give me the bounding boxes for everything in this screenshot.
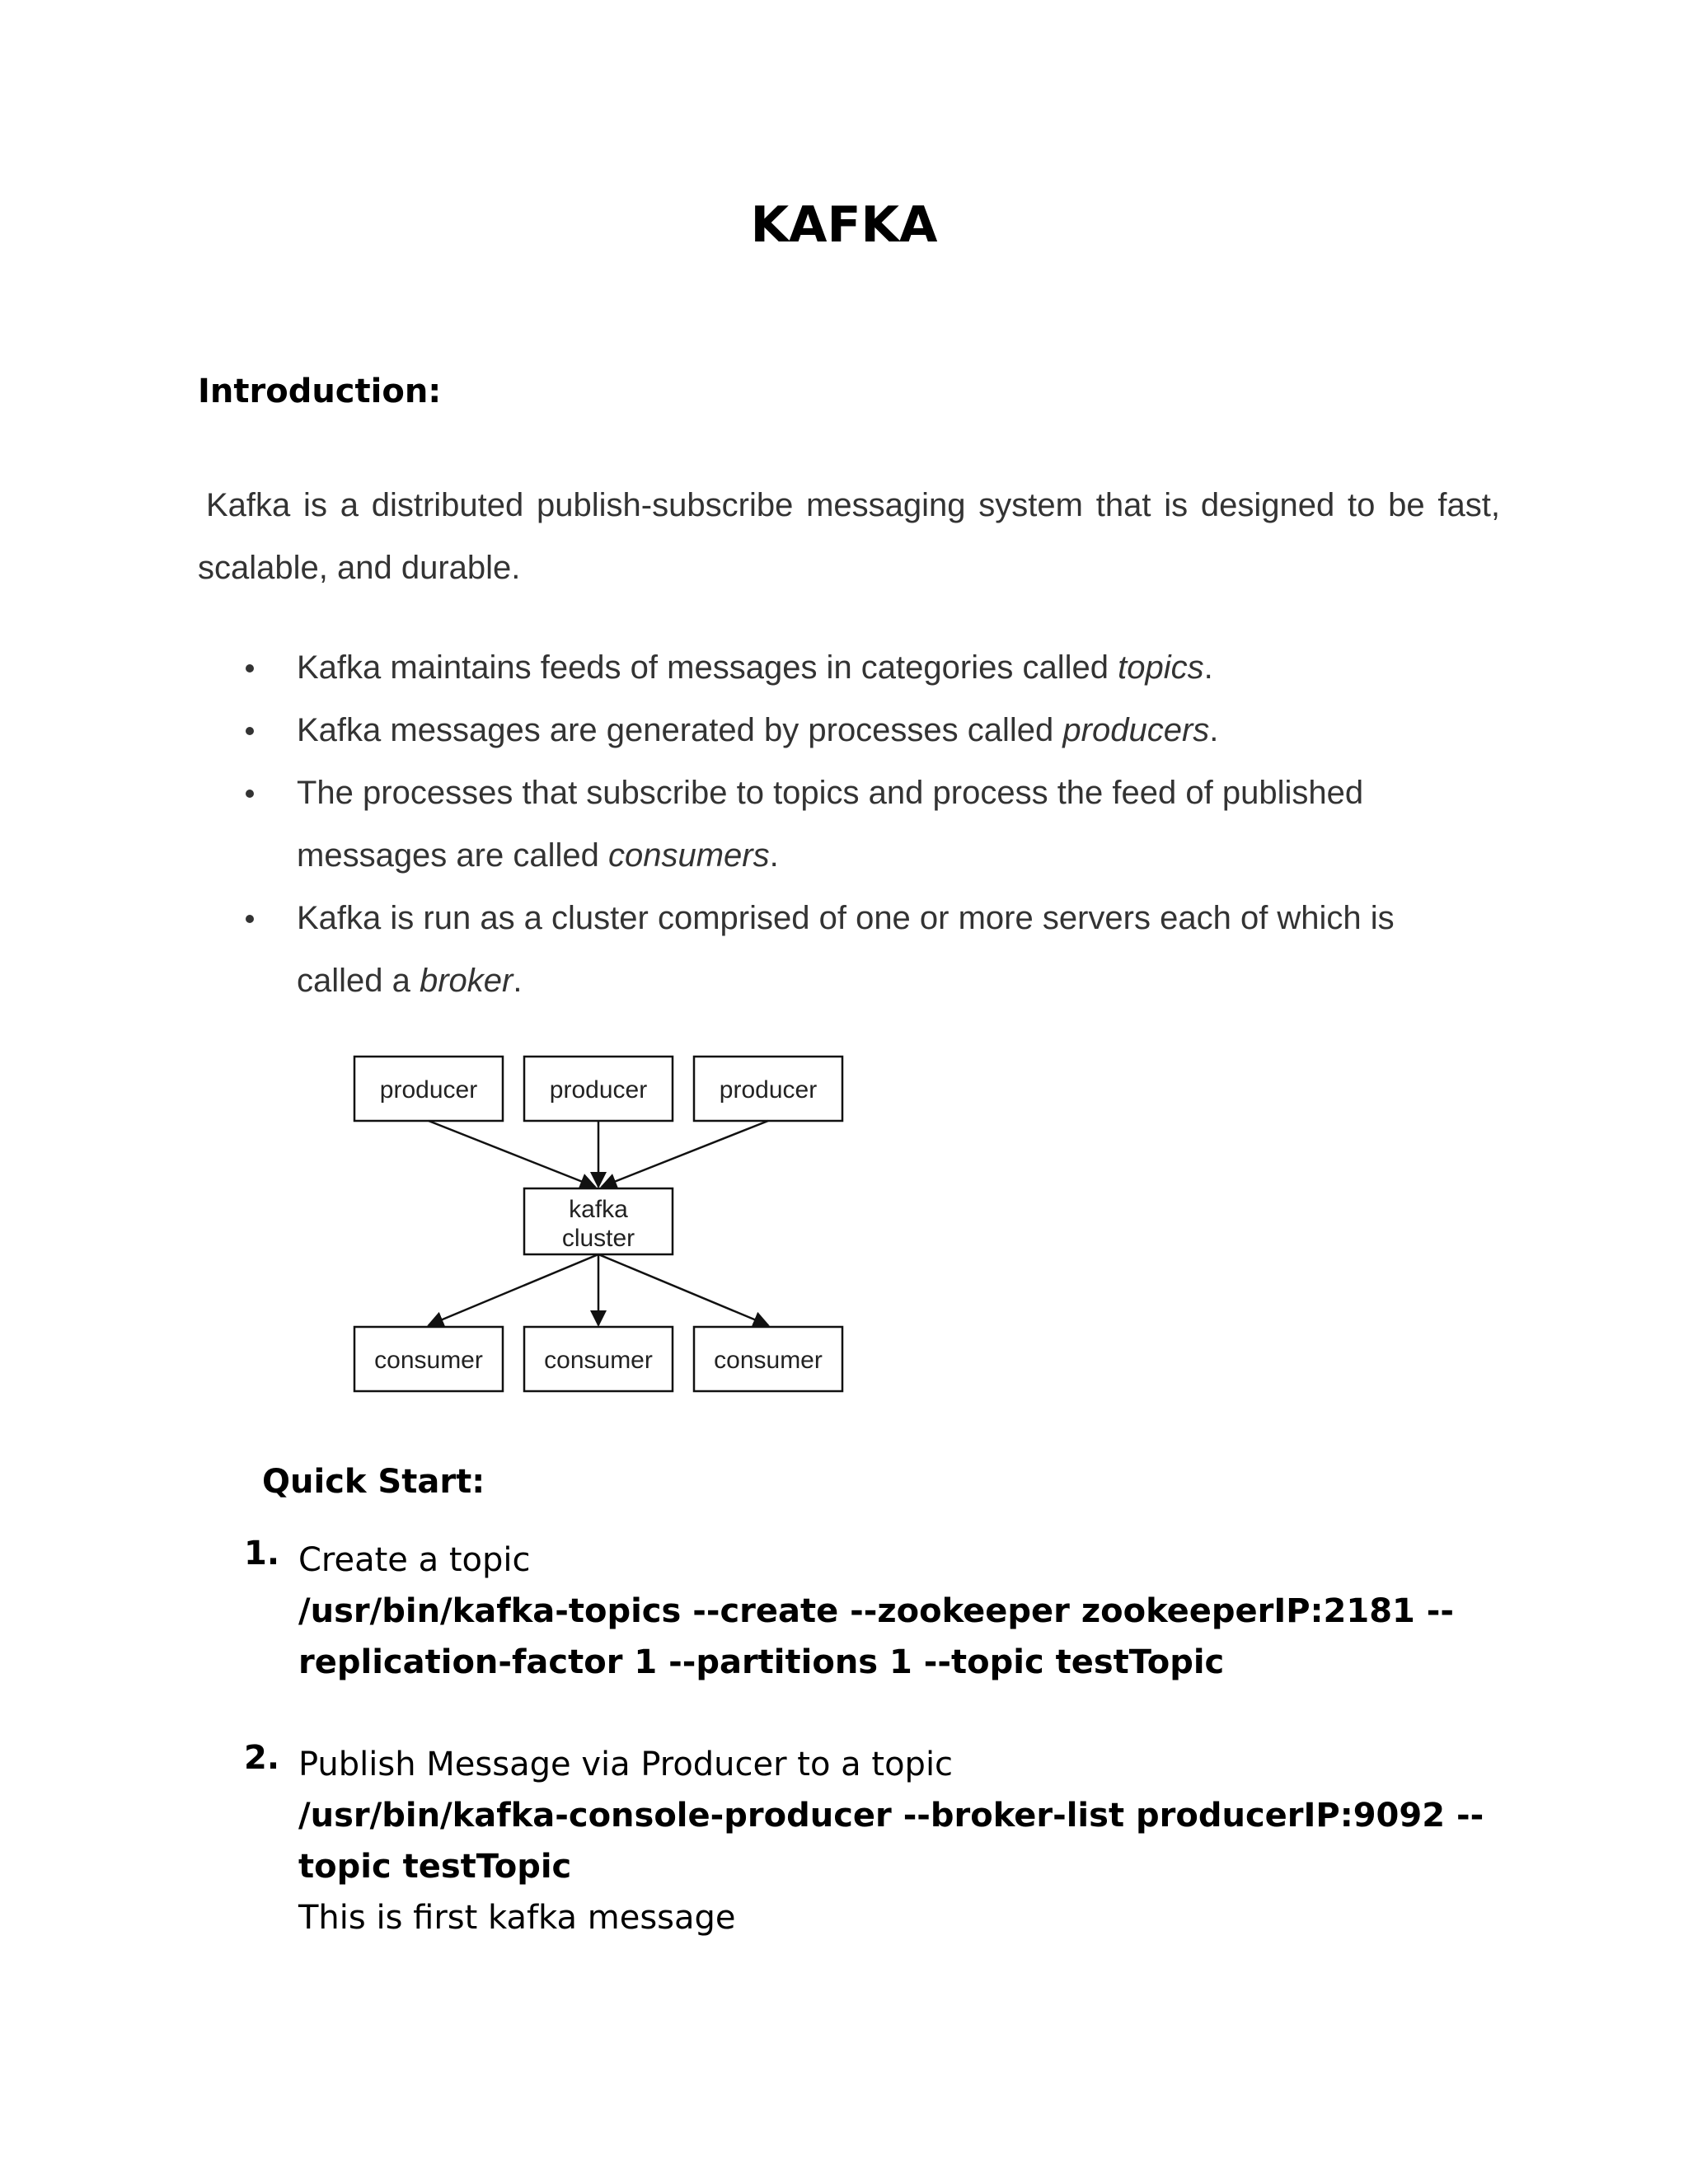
cluster-label-line-2: cluster [561, 1225, 635, 1252]
bullet-dot-icon [246, 790, 254, 798]
step-label: Publish Message via Producer to a topic [298, 1746, 954, 1783]
producer-node-1 [354, 1057, 503, 1121]
introduction-paragraph-text: Kafka is a distributed publish-subscribe messaging system that is designed to be fast, scalable, and durable. [198, 487, 1500, 586]
introduction-paragraph [198, 474, 1500, 599]
consumer-node-1 [354, 1327, 503, 1391]
arrow-cluster-to-consumer-1 [429, 1254, 598, 1325]
step-item [244, 1739, 1563, 1943]
arrow-producer-1-to-cluster [429, 1121, 595, 1187]
producer-node-2 [524, 1057, 673, 1121]
bullet-dot-icon [246, 664, 254, 673]
list-item: Kafka messages are generated by processes called producers. [198, 699, 1500, 762]
step-label: Create a topic [298, 1541, 531, 1579]
term-topics: topics [1118, 649, 1204, 686]
list-item: The processes that subscribe to topics and process the feed of published messages are called consumers. [198, 762, 1467, 887]
consumer-label: consumer [544, 1347, 653, 1374]
bullet-dot-icon [246, 915, 254, 923]
consumer-node-3 [694, 1327, 842, 1391]
step-number: 2. [244, 1739, 280, 1777]
concept-list [198, 636, 1500, 1012]
cluster-label-line-1: kafka [569, 1196, 628, 1223]
consumer-label: consumer [714, 1347, 823, 1374]
list-item: Kafka is run as a cluster comprised of one or more servers each of which is called a broker. [198, 887, 1467, 1012]
step-command: /usr/bin/kafka-topics --create --zookeeper zookeeperIP:2181 --replication-factor 1 --partitions 1 --topic testTopic [298, 1592, 1454, 1681]
list-item: Kafka maintains feeds of messages in categories called topics. [198, 636, 1500, 699]
producer-label: producer [379, 1076, 478, 1104]
quick-start-heading: Quick Start: [262, 1463, 485, 1501]
producer-label: producer [719, 1076, 818, 1104]
step-number: 1. [244, 1535, 280, 1572]
producer-node-3 [694, 1057, 842, 1121]
kafka-architecture-diagram [353, 1055, 847, 1393]
term-consumers: consumers [607, 837, 770, 874]
consumer-node-2 [524, 1327, 673, 1391]
step-command: /usr/bin/kafka-console-producer --broker-list producerIP:9092 --topic testTopic [298, 1797, 1484, 1886]
step-note: This is first kafka message [298, 1899, 736, 1937]
introduction-heading: Introduction: [198, 373, 442, 410]
kafka-cluster-node [524, 1188, 673, 1254]
step-item [244, 1535, 1563, 1688]
quick-start-steps [244, 1535, 1563, 1943]
arrow-producer-3-to-cluster [602, 1121, 768, 1187]
term-broker: broker [419, 963, 513, 999]
term-producers: producers [1062, 712, 1210, 748]
page-title: KAFKA [750, 196, 938, 254]
consumer-label: consumer [374, 1347, 483, 1374]
bullet-dot-icon [246, 727, 254, 735]
producer-label: producer [549, 1076, 648, 1104]
arrow-cluster-to-consumer-3 [598, 1254, 768, 1325]
